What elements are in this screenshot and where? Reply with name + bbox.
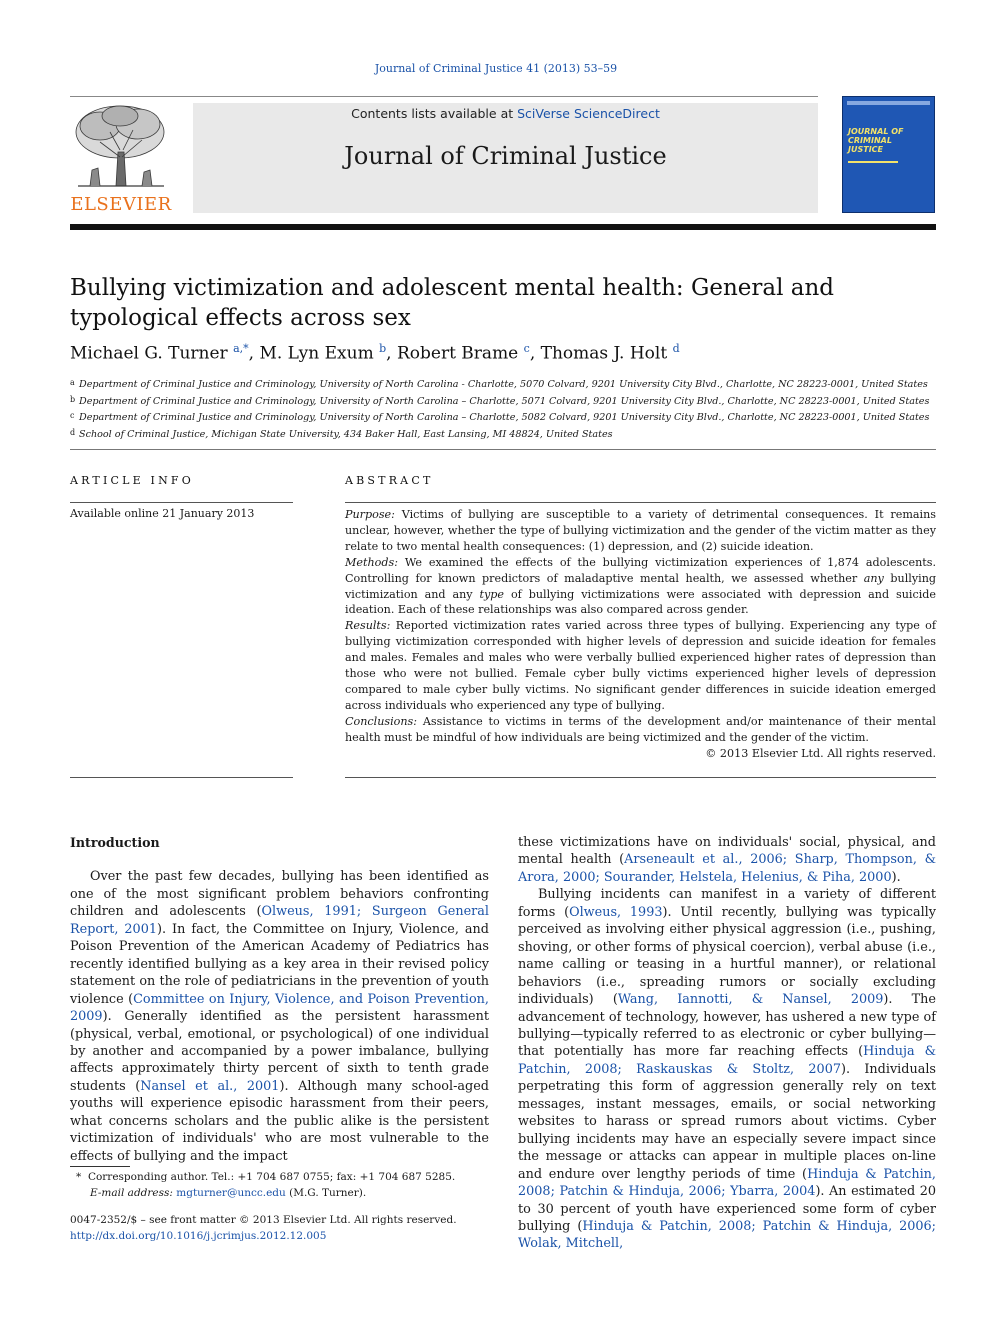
abstract-copyright: © 2013 Elsevier Ltd. All rights reserved.	[705, 746, 936, 760]
abstract-results	[345, 618, 936, 713]
corresponding-author-footnote	[70, 1170, 489, 1201]
affiliation-mark: a	[70, 378, 75, 387]
body-text: ). Until recently, bullying was typically perceived as involving either physical aggression (i.e., pushing, shoving, or other forms of physical coercion), verbal abuse (i.e., name calling or teasing in a hurtful manner), or relational behaviors (i.e., spreading rumors or socially excluding individuals) (	[518, 904, 937, 1008]
citation-link[interactable]: Arseneault et al., 2006; Sharp, Thompson, & Arora, 2000; Sourander, Helstela, Helenius, & Piha, 2000	[518, 852, 936, 885]
body-text: these victimizations have on individuals' social, physical, and mental health (	[518, 835, 936, 868]
affiliation-mark: b	[70, 394, 76, 404]
body-column-right	[518, 834, 936, 1253]
author-separator: ,	[529, 343, 541, 364]
cover-title: JOURNAL OF CRIMINAL JUSTICE	[848, 127, 904, 154]
abstract-label: Results:	[345, 619, 391, 633]
doi-link[interactable]: http://dx.doi.org/10.1016/j.jcrimjus.2012.12.005	[70, 1229, 327, 1242]
affiliations	[70, 376, 936, 442]
abstract-conclusions	[345, 714, 936, 746]
article-info-bottom-rule	[70, 777, 293, 778]
author-name: Thomas J. Holt	[540, 343, 668, 364]
abstract-text: of bullying victimizations were associated with depression and suicide ideation. Each of these relationships was also compared across gender.	[345, 587, 936, 617]
body-paragraph	[70, 868, 489, 1165]
body-text: ). The advancement of technology, however, has ushered a new type of bullying—typically referred to as electronic or cyber bullying—that potentially has more far reaching effects (	[518, 992, 937, 1060]
author-separator: ,	[386, 343, 397, 364]
abstract-heading: ABSTRACT	[345, 474, 434, 487]
author-affil-mark[interactable]: a,*	[233, 342, 249, 355]
abstract-bottom-rule	[345, 777, 936, 778]
citation-link[interactable]: Olweus, 1993	[569, 904, 663, 920]
footnote-line	[70, 1170, 489, 1186]
body-text: Over the past few decades, bullying has been identified as one of the most significant problem behaviors confronting children and adolescents (	[70, 869, 489, 920]
body-text: ). Generally identified as the persistent harassment (physical, verbal, emotional, or psychological) of one individual by another and accompanied by a power imbalance, bullying affects approximately thirty percent of sixth to tenth grade students (	[70, 1009, 489, 1094]
contents-available-line	[193, 106, 818, 121]
author-list	[70, 342, 936, 364]
header-thick-rule	[70, 224, 936, 230]
body-text: ).	[891, 869, 901, 885]
affiliation-text: Department of Criminal Justice and Criminology, University of North Carolina – Charlotte, 5071 Colvard, 9201 University City Blvd., Charlotte, NC 28223-0001, United States	[79, 395, 930, 407]
affiliation-text: Department of Criminal Justice and Criminology, University of North Carolina - Charlotte, 5070 Colvard, 9201 University City Blvd., Charlotte, NC 28223-0001, United States	[79, 379, 928, 390]
abstract-text: Victims of bullying are susceptible to a variety of detrimental consequences. It remains unclear, however, whether the type of bullying victimization and the gender of the victim matter as they relate to two mental health consequences: (1) depression, and (2) suicide ideation.	[345, 508, 936, 553]
footnote-text: (M.G. Turner).	[285, 1186, 367, 1199]
author-name: M. Lyn Exum	[259, 343, 374, 364]
author-separator: ,	[248, 343, 260, 364]
journal-name: Journal of Criminal Justice	[344, 142, 667, 170]
affiliation-text: Department of Criminal Justice and Criminology, University of North Carolina – Charlotte, 5082 Colvard, 9201 University City Blvd., Charlotte, NC 28223-0001, United States	[79, 412, 930, 424]
article-info-rule	[70, 502, 293, 503]
abstract-label: Methods:	[345, 555, 398, 569]
article-title: Bullying victimization and adolescent mental health: General and typological effects across sex	[70, 275, 834, 331]
body-text: ). Although many school-aged youths will experience episodic harassment from their peers, what concerns scholars and the public alike is the persistent victimization of individuals' who are most vulnerable to the effects of bullying and the impact	[70, 1078, 489, 1164]
affiliation	[70, 409, 936, 426]
citation-link[interactable]: Nansel et al., 2001	[140, 1078, 280, 1094]
journal-citation-link[interactable]: Journal of Criminal Justice 41 (2013) 53–59	[374, 62, 618, 75]
citation-link[interactable]: Hinduja & Patchin, 2008; Raskauskas & Stoltz, 2007	[518, 1044, 937, 1077]
header-top-rule	[70, 96, 818, 97]
abstract-text: We examined the effects of the bullying victimization experiences of 1,874 adolescents. Controlling for known predictors of maladaptive mental health, we assessed whether	[345, 555, 936, 585]
email-link[interactable]: mgturner@uncc.edu	[176, 1186, 286, 1199]
affiliation-mark: c	[70, 411, 75, 421]
author-name: Robert Brame	[396, 343, 519, 364]
body-text: Bullying incidents can manifest in a variety of different forms (	[518, 887, 936, 920]
author-affil-mark[interactable]: c	[523, 342, 530, 355]
abstract-rule	[345, 502, 936, 503]
affiliation-mark: d	[70, 427, 76, 437]
body-paragraph	[518, 834, 936, 886]
abstract-body	[345, 507, 936, 762]
abstract-text: Assistance to victims in terms of the development and/or maintenance of their mental health must be mindful of how individuals are being victimized and the gender of the victim.	[345, 714, 936, 744]
email-label: E-mail address:	[90, 1186, 173, 1199]
affiliation	[70, 393, 936, 410]
abstract-purpose	[345, 507, 936, 555]
available-online-date: Available online 21 January 2013	[70, 507, 255, 520]
article-info-heading: ARTICLE INFO	[70, 474, 194, 487]
section-heading-introduction: Introduction	[70, 835, 160, 850]
abstract-methods	[345, 555, 936, 619]
footnote-rule	[70, 1166, 130, 1167]
body-text: ). Individuals perpetrating this form of aggression generally rely on text messages, instant messages, emails, or social networking websites to harass or spread rumors about victims. Cyber bullying incidents may have an especially severe impact since the message or attacks can appear in multiple places on-line and endure over lengthy periods of time (	[518, 1061, 936, 1182]
citation-link[interactable]: Olweus, 1991; Surgeon General Report, 2001	[70, 904, 489, 937]
footnote-text: Corresponding author. Tel.: +1 704 687 0755; fax: +1 704 687 5285.	[87, 1171, 456, 1183]
abstract-text: Reported victimization rates varied across three types of bullying. Experiencing any type of bullying victimization corresponded with higher levels of depression and suicide ideation for females and males. Females and males who were verbally bullied experienced higher rates of depression than those who were not bullied. Female cyber bully victims experienced higher levels of depression compared to male cyber bully victims. No significant gender differences in suicide ideation emerged across individuals who experienced any type of bullying.	[345, 619, 936, 712]
publisher-logo-text: ELSEVIER	[70, 194, 172, 215]
issn-line: 0047-2352/$ – see front matter © 2013 Elsevier Ltd. All rights reserved.	[70, 1214, 457, 1226]
abstract-label: Conclusions:	[345, 714, 418, 728]
affiliation	[70, 426, 936, 443]
citation-link[interactable]: Wang, Iannotti, & Nansel, 2009	[617, 992, 884, 1008]
tree-icon	[70, 102, 172, 194]
cover-underline	[848, 161, 898, 163]
cover-top-bar	[847, 101, 930, 105]
affiliation-rule	[70, 449, 936, 450]
contents-prefix: Contents lists available at	[351, 106, 518, 121]
abstract-text: bullying victimization and any	[345, 571, 937, 601]
footnote-line	[70, 1186, 489, 1202]
author-affil-mark[interactable]: b	[379, 342, 387, 355]
body-text: ). In fact, the Committee on Injury, Violence, and Poison Prevention of the American Academy of Pediatrics has recently identified bullying as a key area in their revised policy statement on the role of pediatricians in the prevention of youth violence (	[70, 921, 489, 1007]
journal-cover-thumbnail[interactable]	[842, 96, 935, 213]
citation-link[interactable]: Hinduja & Patchin, 2008; Patchin & Hinduja, 2006; Wolak, Mitchell,	[518, 1218, 936, 1252]
affiliation	[70, 376, 936, 393]
author-affil-mark[interactable]: d	[672, 342, 680, 355]
sciencedirect-link[interactable]: SciVerse ScienceDirect	[517, 106, 660, 121]
abstract-emphasis: any	[863, 571, 884, 585]
body-column-left	[70, 834, 489, 1165]
body-paragraph	[518, 886, 936, 1253]
author-name: Michael G. Turner	[70, 343, 228, 364]
abstract-emphasis: type	[479, 587, 505, 601]
abstract-label: Purpose:	[345, 508, 395, 521]
affiliation-text: School of Criminal Justice, Michigan State University, 434 Baker Hall, East Lansing, MI 48824, United States	[79, 428, 613, 440]
citation-link[interactable]: Hinduja & Patchin, 2008; Patchin & Hinduja, 2006; Ybarra, 2004	[518, 1166, 936, 1200]
front-matter	[70, 1213, 489, 1244]
footnote-mark: *	[76, 1171, 82, 1183]
citation-link[interactable]: Committee on Injury, Violence, and Poison Prevention, 2009	[70, 991, 489, 1025]
body-text: ). An estimated 20 to 30 percent of youth have experienced some form of cyber bullying (	[518, 1184, 936, 1234]
